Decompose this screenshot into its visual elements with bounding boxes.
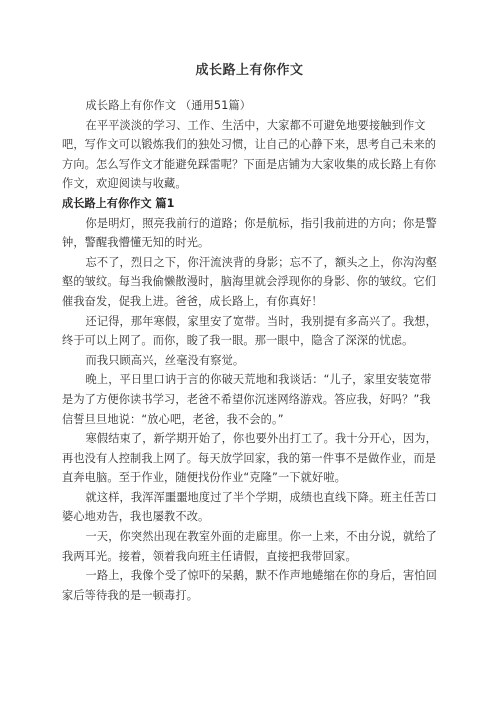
section-heading: 成长路上有你作文 篇1 <box>62 196 175 210</box>
body-paragraph: 在平平淡淡的学习、工作、生活中，大家都不可避免地要接触到作文吧，写作文可以锻炼我们的独处习惯，让自己的心静下来，思考自己未来的方向。怎么写作文才能避免踩雷呢？下面是店铺为大家收集的成长路上有你作文，欢迎阅读与收藏。 <box>62 118 437 191</box>
body-paragraph: 忘不了，烈日之下，你汗流浃背的身影；忘不了，额头之上，你沟沟壑壑的皱纹。每当我偷懒散漫时，脑海里就会浮现你的身影、你的皱纹。它们催我奋发，促我上进。爸爸，成长路上，有你真好！ <box>62 255 437 308</box>
body-paragraph: 一路上，我像个受了惊吓的呆鹅，默不作声地蜷缩在你的身后，害怕回家后等待我的是一顿毒打。 <box>62 569 437 602</box>
body-paragraph: 寒假结束了，新学期开始了，你也要外出打工了。我十分开心，因为，再也没有人控制我上网了。每天放学回家，我的第一件事不是做作业，而是直奔电脑。至于作业，随便找份作业“克隆”一下就好啦。 <box>62 432 437 485</box>
body-paragraph: 就这样，我浑浑噩噩地度过了半个学期，成绩也直线下降。班主任苦口婆心地劝告，我也屡教不改。 <box>62 490 437 524</box>
body-paragraph: 还记得，那年寒假，家里安了宽带。当时，我别提有多高兴了。我想，终于可以上网了。而你，睃了我一眼。那一眼中，隐含了深深的忧虑。 <box>62 314 437 348</box>
document-title: 成长路上有你作文 <box>195 63 304 78</box>
body-paragraph: 成长路上有你作文 （通用51篇） <box>85 99 252 112</box>
body-paragraph: 你是明灯，照亮我前行的道路；你是航标，指引我前进的方向；你是警钟，警醒我懵懂无知的时光。 <box>62 216 437 250</box>
document-body <box>62 96 437 605</box>
body-paragraph: 而我只顾高兴，丝毫没有察觉。 <box>85 353 245 367</box>
body-paragraph: 晚上，平日里口讷于言的你破天荒地和我谈话：“儿子，家里安装宽带是为了方便你读书学习，老爸不希望你沉迷网络游戏。答应我，好吗？”我信誓旦旦地说：“放心吧，老爸，我不会的。” <box>62 373 432 426</box>
body-paragraph: 一天，你突然出现在教室外面的走廊里。你一上来，不由分说，就给了我两耳光。接着，领着我向班主任请假，直接把我带回家。 <box>62 530 437 563</box>
